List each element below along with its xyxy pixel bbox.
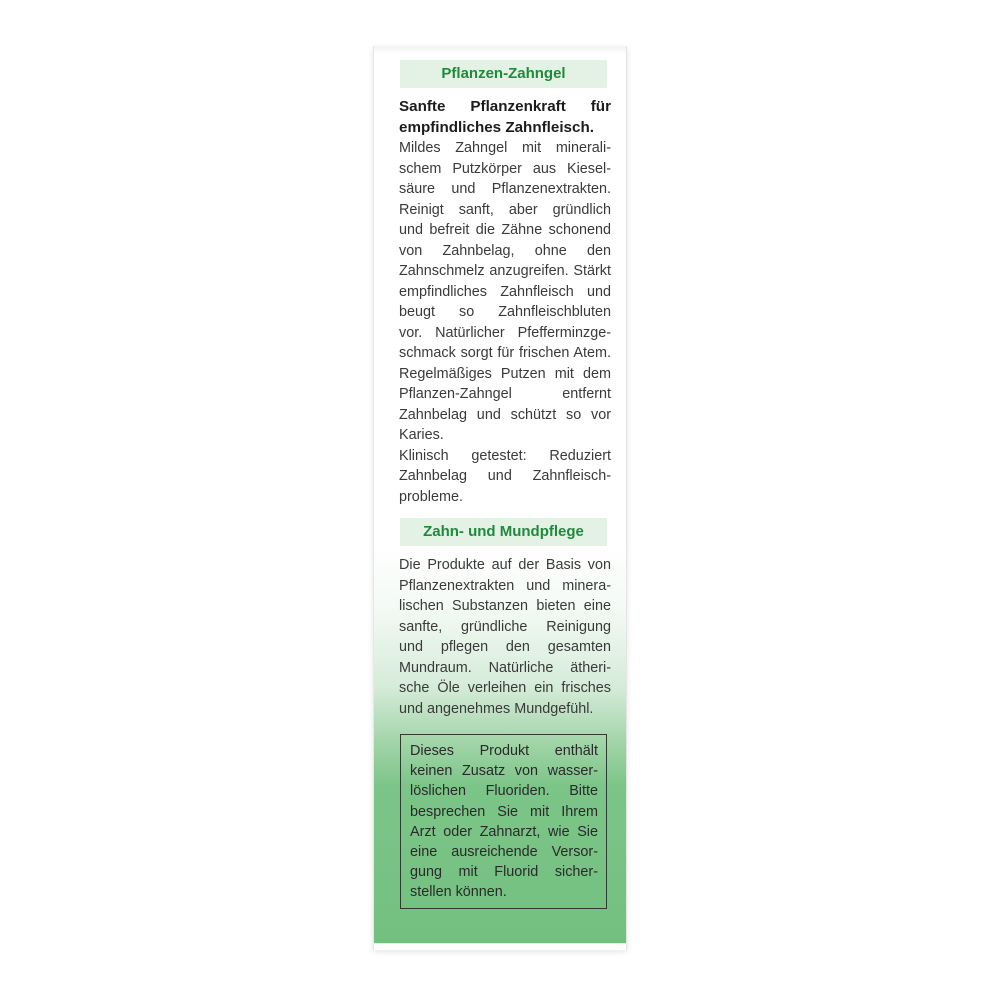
range-description <box>399 555 611 719</box>
notice-line: keinen Zusatz von wasser- <box>410 763 598 780</box>
lead-line: Sanfte Pflanzenkraft für <box>399 98 611 115</box>
fluoride-notice-box <box>400 734 607 909</box>
notice-line: eine ausreichende Versor- <box>410 844 598 861</box>
description-line: Reinigt sanft, aber gründlich <box>399 201 611 218</box>
range-line: lischen Substanzen bieten eine <box>399 598 611 614</box>
notice-line: besprechen Sie mit Ihrem <box>410 803 598 820</box>
section-heading-zahn-und-mundpflege: Zahn- und Mundpflege <box>400 518 607 546</box>
description-line: Klinisch getestet: Reduziert <box>399 447 611 464</box>
description-line: schem Putzkörper aus Kiesel- <box>399 160 611 177</box>
package-side-panel <box>373 46 627 950</box>
range-line: Pflanzenextrakten und minera- <box>399 577 611 594</box>
lead-line: empfindliches Zahnfleisch. <box>399 118 594 136</box>
description-line: von Zahnbelag, ohne den <box>399 242 611 259</box>
description-line: probleme. <box>399 488 463 505</box>
description-line: Mildes Zahngel mit minerali- <box>399 140 611 156</box>
description-line: säure und Pflanzenextrakten. <box>399 181 611 197</box>
description-line: Regelmäßiges Putzen mit dem <box>399 365 611 382</box>
notice-line: löslichen Fluoriden. Bitte <box>410 783 598 800</box>
notice-line: Dieses Produkt enthält <box>410 743 598 759</box>
product-description <box>399 97 611 507</box>
description-line: vor. Natürlicher Pfefferminzge- <box>399 324 611 341</box>
notice-line: Arzt oder Zahnarzt, wie Sie <box>410 823 598 840</box>
description-line: Zahnbelag und Zahnfleisch- <box>399 468 611 484</box>
range-line: sanfte, gründliche Reinigung <box>399 618 611 635</box>
section-heading-pflanzen-zahngel: Pflanzen-Zahngel <box>400 60 607 88</box>
range-line: Die Produkte auf der Basis von <box>399 557 611 573</box>
description-line: Pflanzen-Zahngel entfernt <box>399 386 611 402</box>
description-line: Karies. <box>399 427 444 443</box>
description-line: empfindliches Zahnfleisch und <box>399 283 611 300</box>
notice-line: stellen können. <box>410 884 507 901</box>
description-line: beugt so Zahnfleischbluten <box>399 304 611 320</box>
range-line: Mundraum. Natürliche ätheri- <box>399 659 611 676</box>
description-line: schmack sorgt für frischen Atem. <box>399 345 611 361</box>
description-line: und befreit die Zähne schonend <box>399 222 611 238</box>
notice-line: gung mit Fluorid sicher- <box>410 864 598 881</box>
range-line: und angenehmes Mundgefühl. <box>399 700 594 717</box>
range-line: und pflegen den gesamten <box>399 639 611 655</box>
range-line: sche Öle verleihen ein frisches <box>399 680 611 696</box>
description-line: Zahnbelag und schützt so vor <box>399 406 611 423</box>
description-line: Zahnschmelz anzugreifen. Stärkt <box>399 263 611 279</box>
